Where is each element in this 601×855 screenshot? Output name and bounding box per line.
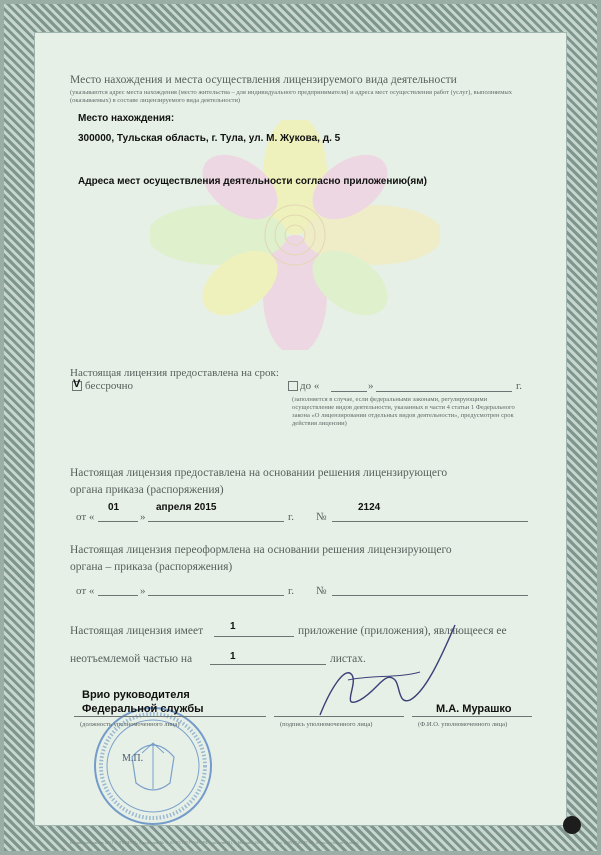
appendix-count: 1 [230,621,236,632]
until-suffix: г. [516,380,523,392]
grant-from-mid: » [140,511,146,523]
header-subtitle: (указываются адрес места нахождения (место жительства – для индивидуального предпринимателя) и адреса мест осуществления работ (услуг), выполняемых (оказываемых) в составе лицензируемого вида деятельности) [70,89,512,104]
appendix-text-1a: Настоящая лицензия имеет [70,625,204,637]
indefinite-label: бессрочно [85,380,134,392]
stamp-mp: М.П. [122,753,144,764]
rosette-watermark [150,120,440,350]
grant-number-label: № [316,511,327,523]
reissue-from-prefix: от « [76,585,95,597]
location-address: 300000, Тульская область, г. Тула, ул. М. Жукова, д. 5 [78,133,341,144]
appendix-count-line [214,636,294,637]
role-line [74,716,266,717]
reissue-from-mid: » [140,585,146,597]
signer-role-1: Врио руководителя [82,689,190,701]
until-day-line [331,391,367,392]
grant-date-line [148,521,284,522]
grant-month-year: апреля 2015 [156,502,217,513]
signature-line [274,716,404,717]
grant-number-line [332,521,528,522]
grant-day: 01 [108,502,120,513]
appendix-text-2b: листах. [330,653,366,665]
footer-print-info: Бланк изготовлен ЗАО «ОПЦИОН» (лицензия № Ф 05-05/1001 ФНС РФ, уровень В), г. Москва, 2013, «В», тел. (495) 726-47-42, www.opcion.ru (бланк) [70,840,359,845]
grant-year-suffix: г. [288,511,295,523]
caption-sign: (подпись уполномоченного лица) [280,721,373,728]
caption-name: (Ф.И.О. уполномоченного лица) [418,721,508,728]
signer-role-2: Федеральной службы [82,703,204,715]
grant-text-2: органа приказа (распоряжения) [70,484,224,496]
reissue-year-suffix: г. [288,585,295,597]
until-date-line [376,391,512,392]
until-prefix: до « [300,380,320,392]
grant-text-1: Настоящая лицензия предоставлена на основании решения лицензирующего [70,467,448,479]
reissue-day-line [98,595,138,596]
until-mid: » [368,380,374,392]
check-mark: V [73,378,81,390]
reissue-number-label: № [316,585,327,597]
punch-hole [563,816,581,834]
reissue-date-line [148,595,284,596]
appendix-text-1b: приложение (приложения), являющееся ее [298,625,507,637]
activity-places: Адреса мест осуществления деятельности согласно приложению(ям) [78,176,427,187]
reissue-text-2: органа – приказа (распоряжения) [70,561,233,573]
appendix-sheets: 1 [230,651,236,662]
grant-day-line [98,521,138,522]
header-title: Место нахождения и места осуществления лицензируемого вида деятельности [70,74,457,86]
reissue-text-1: Настоящая лицензия переоформлена на основании решения лицензирующего [70,544,452,556]
until-checkbox [288,381,298,391]
location-label: Место нахождения: [78,113,175,124]
term-note: (заполняется в случае, если федеральными законами, регулирующими осуществление видов деятельности, указанных в части 4 статьи 1 Федерального закона «О лицензировании отдельных видов деятельности», предусмотрен срок действия лицензии) [292,396,515,427]
signer-name: М.А. Мурашко [436,703,512,715]
caption-role: (должность уполномоченного лица) [80,721,180,728]
name-line [412,716,532,717]
grant-number: 2124 [358,502,381,513]
grant-from-prefix: от « [76,511,95,523]
appendix-text-2a: неотъемлемой частью на [70,653,193,665]
reissue-number-line [332,595,528,596]
term-label: Настоящая лицензия предоставлена на срок: [70,367,279,379]
